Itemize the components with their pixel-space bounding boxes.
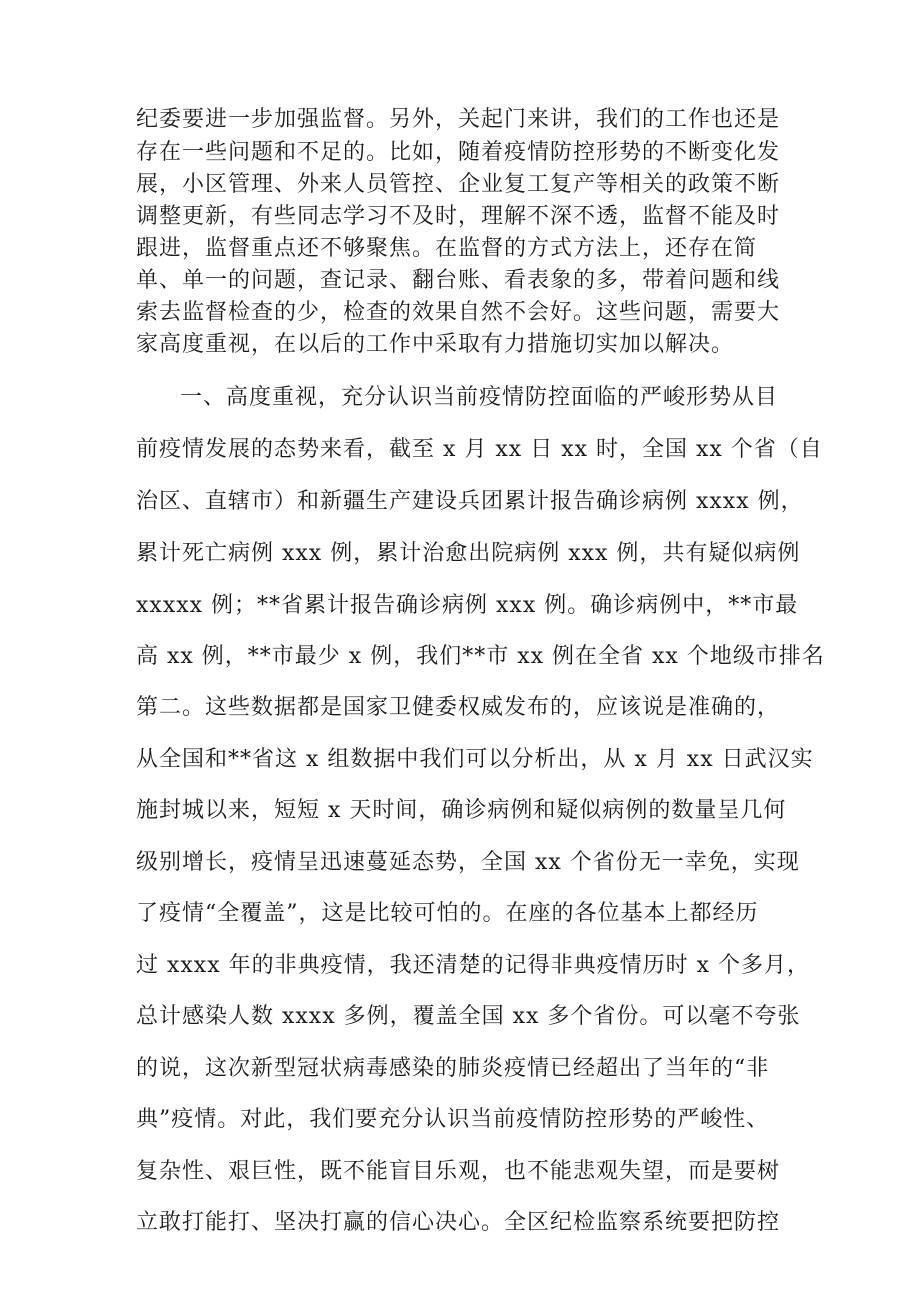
- text-line: 了疫情“全覆盖”，这是比较可怕的。在座的各位基本上都经历: [136, 901, 759, 926]
- text-line: 单、单一的问题，查记录、翻台账、看表象的多，带着问题和线: [136, 268, 781, 293]
- text-line: 前疫情发展的态势来看，截至 x 月 xx 日 xx 时，全国 xx 个省（自: [136, 437, 823, 462]
- text-line: 的说，这次新型冠状病毒感染的肺炎疫情已经超出了当年的“非: [136, 1056, 770, 1081]
- text-line: 立敢打能打、坚决打赢的信心决心。全区纪检监察系统要把防控: [136, 1210, 781, 1235]
- text-line: xxxxx 例；**省累计报告确诊病例 xxx 例。确诊病例中，**市最: [136, 593, 799, 618]
- text-line: 过 xxxx 年的非典疫情，我还清楚的记得非典疫情历时 x 个多月，: [136, 953, 811, 978]
- text-line: 家高度重视，在以后的工作中采取有力措施切实加以解决。: [136, 332, 735, 357]
- text-line: 纪委要进一步加强监督。另外，关起门来讲，我们的工作也还是: [136, 107, 781, 132]
- text-line: 总计感染人数 xxxx 多例，覆盖全国 xx 多个省份。可以毫不夸张: [136, 1004, 801, 1029]
- text-line: 跟进，监督重点还不够聚焦。在监督的方式方法上，还存在简: [136, 236, 758, 261]
- text-line: 治区、直辖市）和新疆生产建设兵团累计报告确诊病例 xxxx 例，: [136, 489, 804, 514]
- text-line: 施封城以来，短短 x 天时间，确诊病例和疑似病例的数量呈几何: [136, 798, 787, 823]
- text-line: 级别增长，疫情呈迅速蔓延态势，全国 xx 个省份无一幸免，实现: [136, 850, 800, 875]
- text-line: 展，小区管理、外来人员管控、企业复工复产等相关的政策不断: [136, 172, 781, 197]
- text-line: 第二。这些数据都是国家卫健委权威发布的，应该说是准确的，: [136, 695, 781, 720]
- text-line: 调整更新，有些同志学习不及时，理解不深不透，监督不能及时: [136, 204, 781, 229]
- text-line: 典”疫情。对此，我们要充分认识当前疫情防控形势的严峻性、: [136, 1107, 770, 1132]
- text-line: 索去监督检查的少，检查的效果自然不会好。这些问题，需要大: [136, 300, 781, 325]
- text-line: 复杂性、艰巨性，既不能盲目乐观，也不能悲观失望，而是要树: [136, 1159, 781, 1184]
- text-line: 累计死亡病例 xxx 例，累计治愈出院病例 xxx 例，共有疑似病例: [136, 541, 801, 566]
- text-line: 从全国和**省这 x 组数据中我们可以分析出，从 x 月 xx 日武汉实: [136, 747, 814, 772]
- text-line: 存在一些问题和不足的。比如，随着疫情防控形势的不断变化发: [136, 140, 781, 165]
- text-line: 高 xx 例，**市最少 x 例，我们**市 xx 例在全省 xx 个地级市排名: [136, 644, 825, 669]
- text-line: 一、高度重视，充分认识当前疫情防控面临的严峻形势从目: [180, 385, 779, 410]
